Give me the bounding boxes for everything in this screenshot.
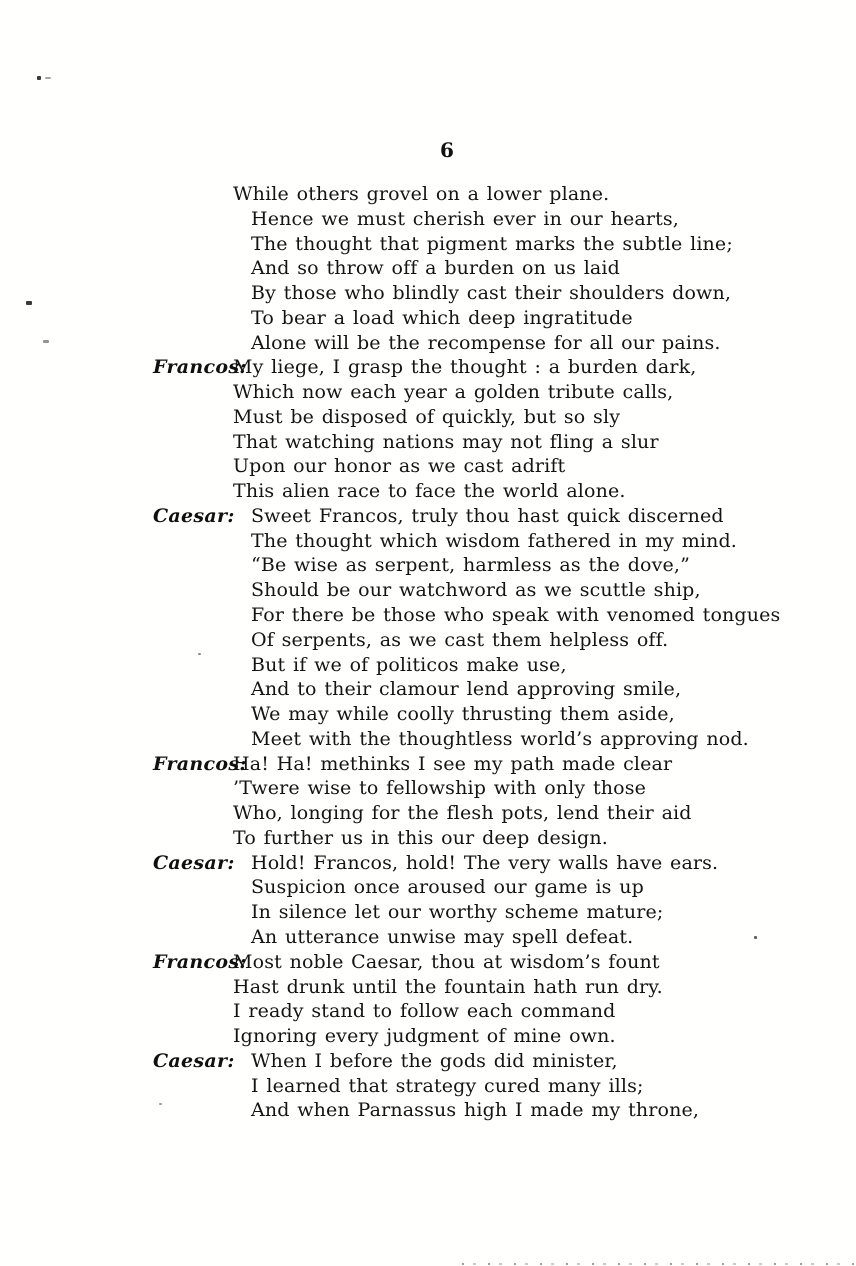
verse-text: But if we of politicos make use, xyxy=(251,653,567,676)
verse-line xyxy=(0,1024,856,1049)
verse-text: Hold! Francos, hold! The very walls have ears. xyxy=(251,851,719,874)
scan-speck xyxy=(45,77,51,79)
verse-text: “Be wise as serpent, harmless as the dove,” xyxy=(251,554,690,577)
verse-text: For there be those who speak with venomed tongues xyxy=(251,604,781,627)
speaker-label: Francos: xyxy=(153,752,247,775)
text-block xyxy=(0,182,856,1123)
verse-line xyxy=(0,430,856,455)
verse-text: Most noble Caesar, thou at wisdom’s fount xyxy=(233,950,660,973)
verse-line xyxy=(0,553,856,578)
verse-text: In silence let our worthy scheme mature; xyxy=(251,901,664,924)
verse-text: To further us in this our deep design. xyxy=(233,826,608,849)
verse-line xyxy=(0,232,856,257)
verse-text: I learned that strategy cured many ills; xyxy=(251,1074,644,1097)
verse-text: Hast drunk until the fountain hath run dry. xyxy=(233,975,663,998)
verse-text: When I before the gods did minister, xyxy=(251,1049,618,1072)
verse-text: Hence we must cherish ever in our hearts, xyxy=(251,207,679,230)
verse-line xyxy=(0,628,856,653)
verse-line xyxy=(0,603,856,628)
verse-line xyxy=(0,851,856,876)
verse-text: While others grovel on a lower plane. xyxy=(233,183,610,205)
verse-text: By those who blindly cast their shoulders down, xyxy=(251,282,732,305)
verse-text: Should be our watchword as we scuttle ship, xyxy=(251,579,701,602)
verse-text: And when Parnassus high I made my throne, xyxy=(251,1099,700,1122)
verse-text: Meet with the thoughtless world’s approving nod. xyxy=(251,727,749,750)
speaker-label: Francos: xyxy=(153,356,247,379)
verse-line xyxy=(0,1049,856,1074)
verse-text: Must be disposed of quickly, but so sly xyxy=(233,405,621,428)
verse-line xyxy=(0,1074,856,1099)
verse-line xyxy=(0,1098,856,1123)
verse-line xyxy=(0,405,856,430)
verse-text: This alien race to face the world alone. xyxy=(233,480,626,503)
verse-text: Of serpents, as we cast them helpless off. xyxy=(251,628,669,651)
verse-line xyxy=(0,653,856,678)
verse-text: My liege, I grasp the thought : a burden dark, xyxy=(233,356,697,379)
verse-line xyxy=(0,281,856,306)
verse-line xyxy=(0,702,856,727)
verse-line xyxy=(0,182,856,207)
verse-line xyxy=(0,454,856,479)
verse-text: An utterance unwise may spell defeat. xyxy=(251,925,634,948)
verse-line xyxy=(0,380,856,405)
verse-text: That watching nations may not fling a slur xyxy=(233,430,659,453)
verse-text: To bear a load which deep ingratitude xyxy=(251,306,633,329)
verse-text: ’Twere wise to fellowship with only those xyxy=(233,777,647,800)
page-number: 6 xyxy=(440,138,454,162)
verse-line xyxy=(0,529,856,554)
scan-speck xyxy=(37,76,41,80)
scan-speck xyxy=(26,301,32,305)
verse-line xyxy=(0,355,856,380)
scan-speck xyxy=(159,1103,162,1105)
verse-line xyxy=(0,256,856,281)
verse-line xyxy=(0,752,856,777)
scan-speck xyxy=(198,653,201,655)
verse-text: Who, longing for the flesh pots, lend their aid xyxy=(233,802,692,825)
speaker-label: Caesar: xyxy=(153,851,235,874)
verse-text: The thought which wisdom fathered in my mind. xyxy=(251,529,737,552)
verse-line xyxy=(0,950,856,975)
verse-text: Upon our honor as we cast adrift xyxy=(233,455,566,478)
verse-line xyxy=(0,207,856,232)
scan-speck xyxy=(43,340,49,343)
verse-line xyxy=(0,999,856,1024)
verse-text: Ignoring every judgment of mine own. xyxy=(233,1025,616,1048)
verse-text: I ready stand to follow each command xyxy=(233,1000,616,1023)
verse-text: We may while coolly thrusting them aside, xyxy=(251,703,675,726)
verse-text: Ha! Ha! methinks I see my path made clear xyxy=(233,752,673,775)
speaker-label: Francos: xyxy=(153,950,247,973)
verse-text: The thought that pigment marks the subtle line; xyxy=(251,232,733,255)
verse-line xyxy=(0,479,856,504)
verse-text: Which now each year a golden tribute calls, xyxy=(233,381,674,404)
verse-line xyxy=(0,727,856,752)
verse-line xyxy=(0,776,856,801)
verse-line xyxy=(0,677,856,702)
verse-text: And to their clamour lend approving smile, xyxy=(251,678,682,701)
verse-line xyxy=(0,925,856,950)
verse-text: And so throw off a burden on us laid xyxy=(251,257,620,280)
verse-line xyxy=(0,875,856,900)
verse-text: Alone will be the recompense for all our pains. xyxy=(251,331,721,354)
verse-text: Sweet Francos, truly thou hast quick discerned xyxy=(251,504,724,527)
verse-line xyxy=(0,504,856,529)
verse-line xyxy=(0,801,856,826)
speaker-label: Caesar: xyxy=(153,1049,235,1072)
scan-edge-dots xyxy=(462,1263,856,1265)
verse-line xyxy=(0,826,856,851)
verse-line xyxy=(0,975,856,1000)
verse-line xyxy=(0,306,856,331)
verse-text: Suspicion once aroused our game is up xyxy=(251,876,644,899)
verse-line xyxy=(0,331,856,356)
verse-line xyxy=(0,900,856,925)
verse-line xyxy=(0,578,856,603)
scan-speck xyxy=(754,936,757,939)
speaker-label: Caesar: xyxy=(153,504,235,527)
